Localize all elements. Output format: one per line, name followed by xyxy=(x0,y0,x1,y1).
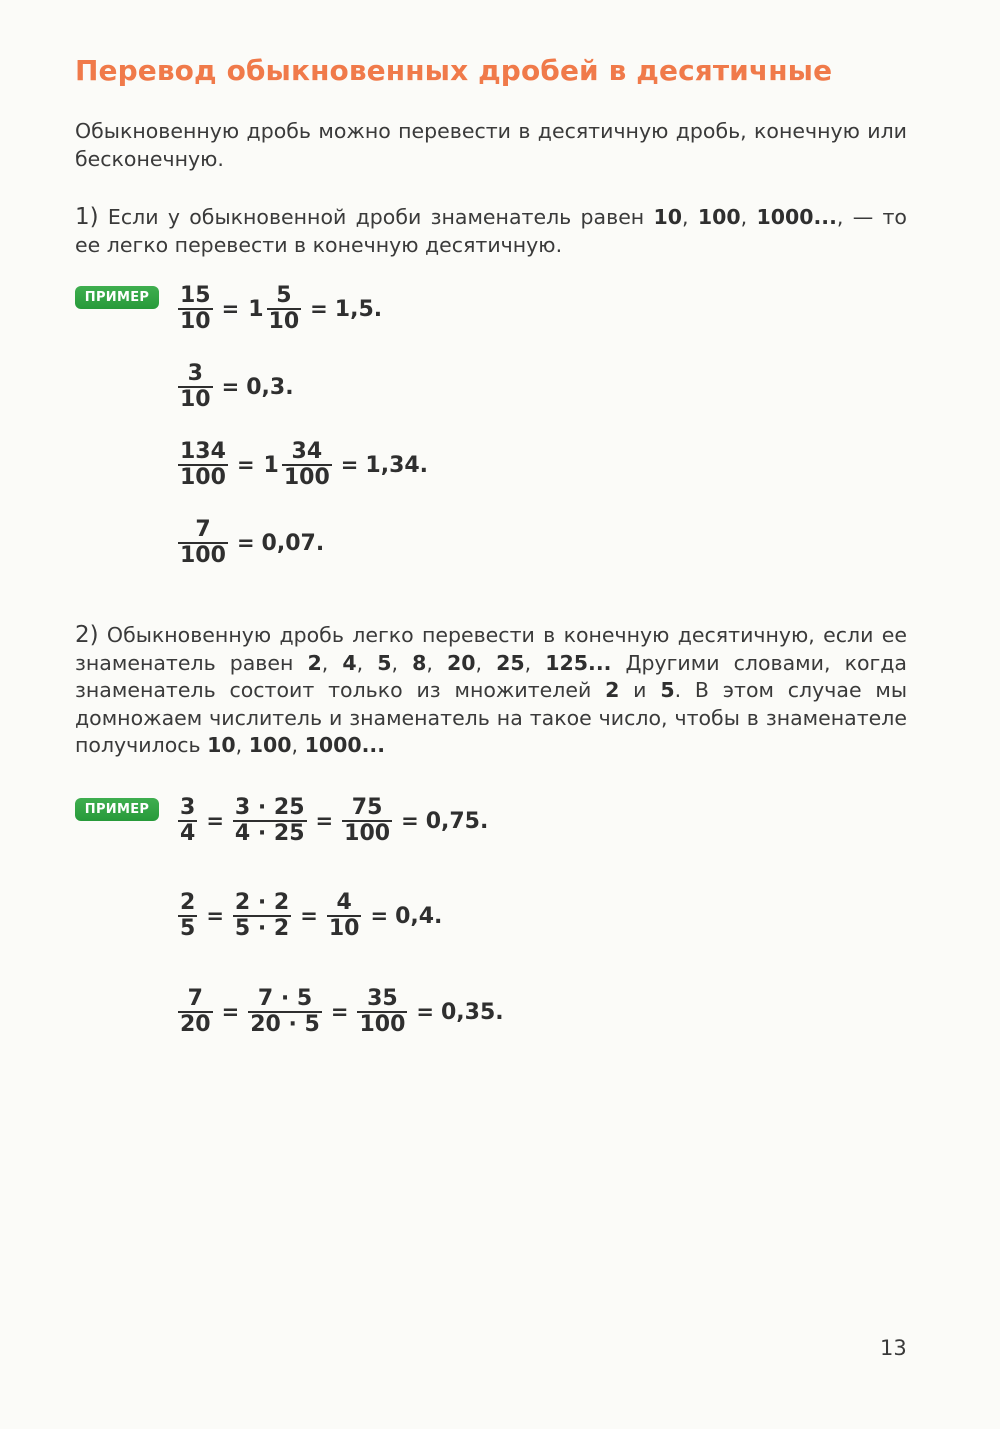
fraction: $\frac{2}{5}$ xyxy=(180,890,196,941)
fraction: $\frac{75}{100}$ xyxy=(344,795,391,846)
equation-6: $\frac{2}{5}$ = $\frac{2 \cdot 2}{5 \cdot 2}$ = $\frac{4}{10}$ = 0,4. xyxy=(180,890,443,941)
page-title: Перевод обыкновенных дробей в десятичные xyxy=(75,54,833,87)
equation-1: $\frac{15}{10}$ = 1 $\frac{5}{10}$ = 1,5. xyxy=(180,283,383,334)
fraction: $\frac{5}{10}$ xyxy=(268,283,300,334)
equation-7: $\frac{7}{20}$ = $\frac{7 \cdot 5}{20 \cdot 5}$ = $\frac{35}{100}$ = 0,35. xyxy=(180,986,504,1037)
rule-2-paragraph: 2) Обыкновенную дробь легко перевести в конечную десятичную, если ее знаменатель равен 2, 4, 5, 8, 20, 25, 125... Другими словами, когда знаменатель состоит только из множителей 2 и 5. В этом случае мы домножаем числитель и знаменатель на такое число, чтобы в знаменателе получилось 10, 100, 1000... xyxy=(75,622,908,757)
fraction: $\frac{35}{100}$ xyxy=(359,986,406,1037)
example-badge: ПРИМЕР xyxy=(75,798,159,821)
rule-1-number: 1) xyxy=(75,204,99,230)
fraction: $\frac{3 \cdot 25}{4 \cdot 25}$ xyxy=(234,795,305,846)
rule-2-number: 2) xyxy=(75,622,99,648)
fraction: $\frac{3}{4}$ xyxy=(180,795,196,846)
equation-5: $\frac{3}{4}$ = $\frac{3 \cdot 25}{4 \cdot 25}$ = $\frac{75}{100}$ = 0,75. xyxy=(180,795,489,846)
intro-paragraph: Обыкновенную дробь можно перевести в десятичную дробь, конечную или бесконечную. xyxy=(75,119,907,171)
fraction: $\frac{7}{20}$ xyxy=(180,986,211,1037)
result: 0,4. xyxy=(395,903,443,929)
fraction: $\frac{15}{10}$ xyxy=(180,283,211,334)
rule-1-paragraph: 1) Если у обыкновенной дроби знаменатель равен 10, 100, 1000..., — то ее легко перевести в конечную десятичную. xyxy=(75,204,907,257)
equation-3: $\frac{134}{100}$ = 1 $\frac{34}{100}$ = 1,34. xyxy=(180,439,429,490)
equation-4: $\frac{7}{100}$ = 0,07. xyxy=(180,517,325,568)
fraction: $\frac{3}{10}$ xyxy=(180,361,211,412)
fraction: $\frac{7}{100}$ xyxy=(180,517,226,568)
fraction: $\frac{2 \cdot 2}{5 \cdot 2}$ xyxy=(234,890,290,941)
result: 0,07. xyxy=(261,530,325,556)
fraction: $\frac{134}{100}$ xyxy=(180,439,226,490)
result: 0,75. xyxy=(425,808,489,834)
fraction: $\frac{7 \cdot 5}{20 \cdot 5}$ xyxy=(250,986,320,1037)
fraction: $\frac{34}{100}$ xyxy=(283,439,330,490)
fraction: $\frac{4}{10}$ xyxy=(328,890,360,941)
example-badge: ПРИМЕР xyxy=(75,286,159,309)
page-number: 13 xyxy=(880,1336,907,1360)
result: 0,3. xyxy=(246,374,294,400)
result: 0,35. xyxy=(441,999,504,1025)
result: 1,34. xyxy=(365,452,429,478)
result: 1,5. xyxy=(334,296,383,322)
equation-2: $\frac{3}{10}$ = 0,3. xyxy=(180,361,294,412)
